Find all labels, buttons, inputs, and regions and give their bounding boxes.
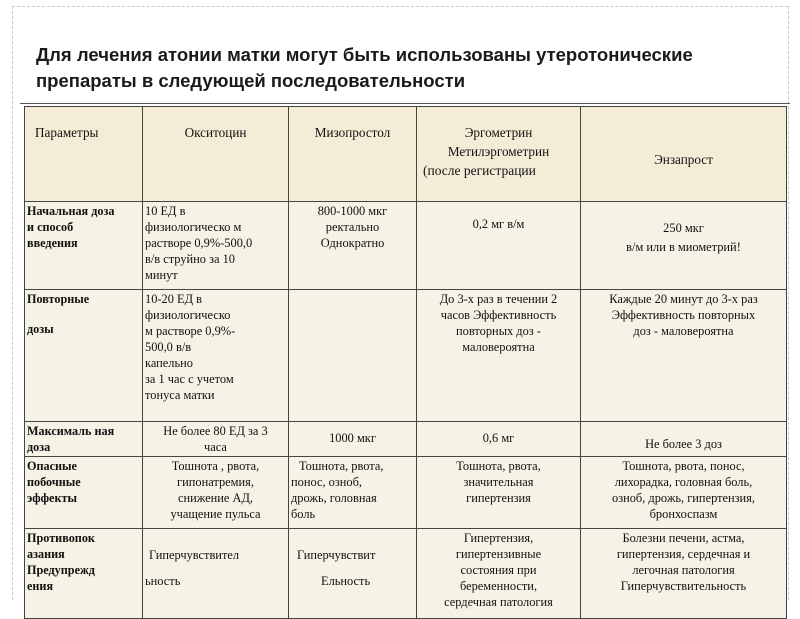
cell-misoprostol-initial-dose — [289, 202, 417, 290]
row-label-line: Максималь ная — [27, 424, 115, 438]
table-row-side-effects — [25, 457, 787, 529]
cell-line: боль — [291, 507, 316, 521]
cell-line: беременности, — [459, 579, 538, 593]
cell-line: 800-1000 мкг — [317, 204, 388, 218]
cell-line: Гиперчувствительность — [620, 579, 747, 593]
cell-line: 500,0 в/в — [145, 340, 192, 354]
cell-line: часов Эффективность — [440, 308, 557, 322]
cell-enzaprost-contraindications — [581, 529, 787, 619]
cell-line: До 3-х раз в течении 2 — [439, 292, 558, 306]
row-label-line: побочные — [27, 475, 81, 489]
cell-line: ьность — [145, 574, 181, 588]
row-label-line: азания — [27, 547, 65, 561]
header-oxytocin: Окситоцин — [143, 107, 289, 202]
cell-line: Каждые 20 минут до 3-х раз — [609, 292, 758, 306]
cell-line: 250 мкг — [663, 221, 704, 235]
cell-misoprostol-side-effects — [289, 457, 417, 529]
cell-line: 1000 мкг — [329, 431, 376, 445]
row-label-line: Начальная доза — [27, 204, 115, 218]
cell-line: физиологическо — [145, 308, 231, 322]
table-row-initial-dose — [25, 202, 787, 290]
cell-line: Тошнота, рвота, — [456, 459, 541, 473]
row-label-line: ения — [27, 579, 54, 593]
cell-enzaprost-initial-dose — [581, 202, 787, 290]
cell-ergometrine-max-dose — [417, 422, 581, 457]
cell-ergometrine-repeat-doses — [417, 290, 581, 422]
cell-line: Ельность — [321, 574, 371, 588]
cell-line: в/в струйно за 10 — [145, 252, 235, 266]
row-label-contraindications — [25, 529, 143, 619]
cell-line: Тошнота, рвота, — [299, 459, 384, 473]
row-label-line: Предупрежд — [27, 563, 95, 577]
cell-line: Гиперчувствит — [297, 548, 376, 562]
row-label-repeat-doses — [25, 290, 143, 422]
cell-line: повторных доз - — [456, 324, 541, 338]
cell-line: снижение АД, — [177, 491, 253, 505]
cell-oxytocin-initial-dose — [143, 202, 289, 290]
cell-line: Гипертензия, — [463, 531, 534, 545]
cell-line: гипонатремия, — [177, 475, 254, 489]
header-params: Параметры — [25, 107, 143, 202]
cell-line: учащение пульса — [170, 507, 261, 521]
cell-line: бронхоспазм — [649, 507, 718, 521]
cell-line: 10-20 ЕД в — [145, 292, 202, 306]
slide-title-line-2: препараты в следующей последовательности — [36, 70, 466, 91]
title-divider — [20, 103, 790, 104]
row-label-spacer — [27, 307, 140, 321]
cell-misoprostol-contraindications — [289, 529, 417, 619]
cell-line: лихорадка, головная боль, — [614, 475, 753, 489]
row-label-line: эффекты — [27, 491, 77, 505]
cell-line: 0,2 мг в/м — [472, 217, 525, 231]
cell-line: часа — [204, 440, 227, 454]
cell-line: в/м или в миометрий! — [626, 240, 741, 254]
cell-spacer — [145, 563, 286, 573]
slide-title — [36, 42, 776, 94]
row-label-side-effects — [25, 457, 143, 529]
cell-line: значительная — [463, 475, 534, 489]
cell-line: сердечная патология — [444, 595, 553, 609]
row-label-line: доза — [27, 440, 51, 454]
cell-line: минут — [145, 268, 178, 282]
row-label-line: дозы — [27, 322, 54, 336]
cell-line: 0,6 мг — [482, 431, 515, 445]
cell-line: за 1 час с учетом — [145, 372, 234, 386]
header-enzaprost: Энзапрост — [581, 107, 787, 202]
slide-frame-right — [788, 6, 789, 600]
cell-line: Болезни печени, астма, — [622, 531, 745, 545]
cell-ergometrine-initial-dose — [417, 202, 581, 290]
cell-line: Гиперчувствител — [149, 548, 240, 562]
row-label-line: и способ — [27, 220, 74, 234]
header-ergometrine-line-3: (после регистрации — [423, 163, 536, 178]
cell-line: Однократно — [320, 236, 385, 250]
cell-line: Тошнота, рвота, понос, — [622, 459, 745, 473]
cell-oxytocin-contraindications — [143, 529, 289, 619]
uterotonic-drugs-table — [24, 106, 787, 619]
cell-enzaprost-max-dose — [581, 422, 787, 457]
row-label-line: Повторные — [27, 292, 90, 306]
slide-title-line-1: Для лечения атонии матки могут быть использованы утеротонические — [36, 44, 693, 65]
row-label-max-dose — [25, 422, 143, 457]
table-row-contraindications — [25, 529, 787, 619]
cell-line: доз - маловероятна — [633, 324, 734, 338]
cell-line: м растворе 0,9%- — [145, 324, 236, 338]
cell-line: дрожь, головная — [291, 491, 377, 505]
cell-line: растворе 0,9%-500,0 — [145, 236, 253, 250]
cell-line: Тошнота , рвота, — [171, 459, 260, 473]
cell-oxytocin-max-dose — [143, 422, 289, 457]
cell-line: 10 ЕД в — [145, 204, 186, 218]
cell-line: ректально — [325, 220, 380, 234]
table-row-max-dose — [25, 422, 787, 457]
slide-frame-top — [12, 6, 788, 7]
cell-line: понос, озноб, — [291, 475, 362, 489]
cell-enzaprost-side-effects — [581, 457, 787, 529]
header-ergometrine-line-1: Эргометрин — [464, 125, 533, 140]
cell-line: Не более 3 доз — [645, 437, 722, 451]
cell-line: физиологическо м — [145, 220, 242, 234]
cell-line: гипертензивные — [455, 547, 542, 561]
cell-line: легочная патология — [632, 563, 735, 577]
cell-ergometrine-side-effects — [417, 457, 581, 529]
cell-oxytocin-side-effects — [143, 457, 289, 529]
cell-line: капельно — [145, 356, 193, 370]
cell-line: Эффективность повторных — [611, 308, 756, 322]
cell-spacer — [291, 563, 414, 573]
header-misoprostol: Мизопростол — [289, 107, 417, 202]
row-label-line: введения — [27, 236, 78, 250]
cell-oxytocin-repeat-doses — [143, 290, 289, 422]
header-ergometrine-line-2: Метилэргометрин — [447, 144, 550, 159]
row-label-line: Опасные — [27, 459, 77, 473]
cell-ergometrine-contraindications — [417, 529, 581, 619]
cell-misoprostol-max-dose — [289, 422, 417, 457]
table-header-row — [25, 107, 787, 202]
cell-enzaprost-repeat-doses — [581, 290, 787, 422]
header-ergometrine — [417, 107, 581, 202]
cell-misoprostol-repeat-doses — [289, 290, 417, 422]
cell-line: гипертензия — [466, 491, 531, 505]
table-row-repeat-doses — [25, 290, 787, 422]
cell-line: Не более 80 ЕД за 3 — [163, 424, 268, 438]
cell-line: тонуса матки — [145, 388, 215, 402]
slide-frame-left — [12, 6, 13, 600]
cell-line: маловероятна — [462, 340, 535, 354]
cell-line: гипертензия, сердечная и — [616, 547, 751, 561]
cell-line: озноб, дрожь, гипертензия, — [612, 491, 755, 505]
row-label-line: Противопок — [27, 531, 95, 545]
row-label-initial-dose — [25, 202, 143, 290]
cell-line: состояния при — [460, 563, 537, 577]
